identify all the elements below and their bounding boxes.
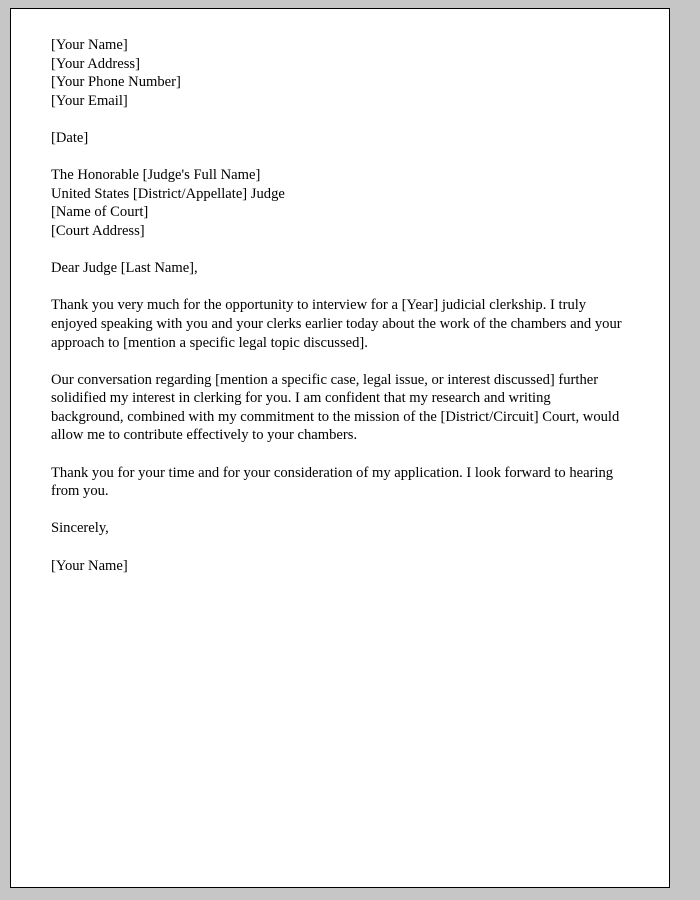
recipient-judge-title-line: United States [District/Appellate] Judge <box>51 185 285 202</box>
sender-name-line: [Your Name] <box>51 37 128 53</box>
sender-address-line: [Your Address] <box>51 55 140 72</box>
recipient-judge-name-line: The Honorable [Judge's Full Name] <box>51 167 261 184</box>
recipient-court-name-line: [Name of Court] <box>51 204 149 221</box>
letter-page <box>10 8 670 888</box>
signature-block <box>51 557 629 576</box>
recipient-block <box>51 166 629 240</box>
salutation-line: Dear Judge [Last Name], <box>51 260 198 277</box>
sender-block <box>51 36 629 110</box>
body-paragraph-3: Thank you for your time and for your consideration of my application. I look forward to hearing from you. <box>51 464 614 500</box>
salutation <box>51 259 629 278</box>
body-paragraph-2: Our conversation regarding [mention a specific case, legal issue, or interest discussed] further solidified my interest in clerking for you. I am confident that my research and writing background, combined with my commitment to the mission of the [District/Circuit] Court, would allow me to contribute effectively to your chambers. <box>51 371 620 444</box>
body-paragraph-1: Thank you very much for the opportunity to interview for a [Year] judicial clerkship. I truly enjoyed speaking with you and your clerks earlier today about the work of the chambers and your approach to [mention a specific legal topic discussed]. <box>51 297 622 351</box>
closing <box>51 519 629 538</box>
date-block <box>51 129 629 148</box>
recipient-court-address-line: [Court Address] <box>51 222 145 239</box>
sender-phone-line: [Your Phone Number] <box>51 74 181 91</box>
closing-line: Sincerely, <box>51 520 109 537</box>
letter-content <box>11 9 669 575</box>
signature-line: [Your Name] <box>51 557 128 574</box>
sender-email-line: [Your Email] <box>51 92 128 109</box>
date-line: [Date] <box>51 129 89 146</box>
